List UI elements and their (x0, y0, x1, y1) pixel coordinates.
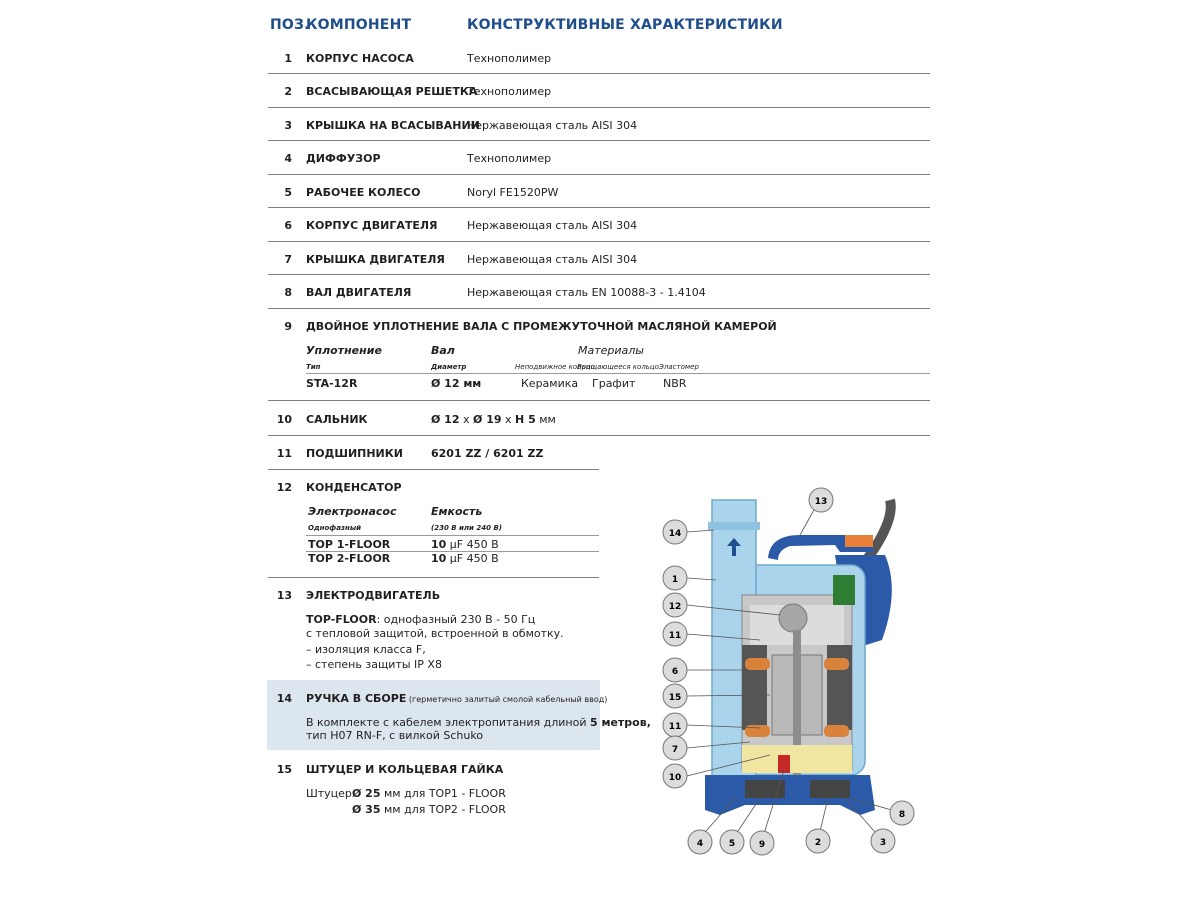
callout-8 (890, 801, 914, 825)
svg-text:9: 9 (758, 840, 766, 850)
svg-text:14: 14 (668, 529, 682, 539)
winding (824, 725, 849, 737)
divider (268, 174, 930, 175)
callout-3 (871, 829, 895, 853)
row-value: Технополимер (467, 85, 552, 98)
divider (268, 577, 599, 578)
row-name: ПОДШИПНИКИ (306, 447, 403, 460)
pipe-nut (708, 522, 760, 530)
diameter-subheader: Диаметр (431, 363, 467, 371)
row-number: 6 (284, 219, 292, 232)
row-value: Технополимер (467, 52, 552, 65)
pump-cutaway-diagram (650, 480, 930, 860)
row-number: 15 (276, 763, 292, 776)
svg-text:7: 7 (671, 745, 679, 755)
elastomer-subheader: Эластомер (659, 363, 699, 371)
svg-text:15: 15 (668, 693, 682, 703)
type-subheader: Тип (306, 363, 321, 371)
callout-7 (663, 736, 687, 760)
seal-column-header: Уплотнение (306, 344, 382, 357)
svg-text:4: 4 (696, 839, 704, 849)
row-number: 1 (284, 52, 292, 65)
row-value: Нержавеющая сталь AISI 304 (467, 219, 638, 232)
cable-gland (845, 535, 873, 547)
header-component: КОМПОНЕНТ (306, 17, 412, 33)
model-name: TOP 2-FLOOR (308, 552, 391, 565)
winding (824, 658, 849, 670)
callout-5 (720, 830, 744, 854)
row-number: 14 (276, 692, 292, 705)
svg-text:8: 8 (898, 810, 906, 820)
pump-column-header: Электронасос (308, 505, 397, 518)
shaft-column-header: Вал (431, 344, 455, 357)
fixed-ring-subheader: Неподвижное кольцо (515, 363, 595, 371)
callout-12 (663, 593, 687, 617)
callout-6 (663, 658, 687, 682)
capacitor-capacity: 10 µF 450 В (431, 552, 499, 565)
row-value: Нержавеющая сталь AISI 304 (467, 119, 638, 132)
divider (268, 207, 930, 208)
row-number: 11 (276, 447, 292, 460)
svg-text:2: 2 (814, 838, 822, 848)
header-pos: ПОЗ. (270, 17, 310, 33)
seal-type-value: STA-12R (306, 377, 358, 390)
subtable-divider (306, 373, 930, 374)
svg-text:11: 11 (668, 722, 682, 732)
bearings-value: 6201 ZZ / 6201 ZZ (431, 447, 544, 460)
row-name: КРЫШКА НА ВСАСЫВАНИИ (306, 119, 480, 132)
divider (268, 73, 930, 74)
divider (268, 435, 930, 436)
row-name: КОРПУС ДВИГАТЕЛЯ (306, 219, 438, 232)
capacitor-capacity: 10 µF 450 В (431, 538, 499, 551)
fitting-size-2: Ø 35 мм для TOP2 - FLOOR (352, 803, 506, 816)
row-value: Нержавеющая сталь EN 10088-3 - 1.4104 (467, 286, 706, 299)
row-value: Нержавеющая сталь AISI 304 (467, 253, 638, 266)
row-name: КОНДЕНСАТОР (306, 481, 402, 494)
suction-grid (810, 780, 850, 798)
winding (745, 725, 770, 737)
protection-bullet: – степень защиты IP X8 (306, 658, 442, 671)
row-number: 8 (284, 286, 292, 299)
svg-text:11: 11 (668, 631, 682, 641)
callout-9 (750, 831, 774, 855)
capacity-column-header: Емкость (431, 505, 483, 518)
divider (268, 140, 930, 141)
svg-text:3: 3 (879, 838, 887, 848)
motor-description: TOP-FLOOR: однофазный 230 В - 50 Гц (306, 613, 536, 626)
row-name: ЭЛЕКТРОДВИГАТЕЛЬ (306, 589, 441, 602)
stator-left (742, 645, 767, 730)
svg-text:6: 6 (671, 667, 679, 677)
row-value: Noryl FE1520PW (467, 186, 559, 199)
row-name: РУЧКА В СБОРЕ (герметично залитый смолой кабельный ввод) (306, 692, 608, 705)
divider (268, 469, 599, 470)
capacitor (779, 604, 807, 632)
row-name: ВАЛ ДВИГАТЕЛЯ (306, 286, 412, 299)
subtable-divider (306, 535, 599, 536)
row-name: КРЫШКА ДВИГАТЕЛЯ (306, 253, 445, 266)
insulation-bullet: – изоляция класса F, (306, 643, 426, 656)
rotating-ring-subheader: Вращающееся кольцо (577, 363, 659, 371)
row-name: ВСАСЫВАЮЩАЯ РЕШЕТКА (306, 85, 478, 98)
callout-11-bottom (663, 713, 687, 737)
svg-text:12: 12 (668, 602, 682, 612)
row-number: 13 (276, 589, 292, 602)
divider (268, 107, 930, 108)
svg-text:13: 13 (814, 497, 828, 507)
callout-15 (663, 520, 687, 544)
callout-11-top (663, 622, 687, 646)
callout-14 (809, 488, 833, 512)
row-name: КОРПУС НАСОСА (306, 52, 414, 65)
row-number: 9 (284, 320, 292, 333)
row-number: 5 (284, 186, 292, 199)
row-name: САЛЬНИК (306, 413, 368, 426)
row-number: 10 (276, 413, 292, 426)
divider (268, 241, 930, 242)
row-number: 7 (284, 253, 292, 266)
svg-text:1: 1 (671, 575, 679, 585)
materials-column-header: Материалы (578, 344, 644, 357)
fitting-label: Штуцер (306, 787, 352, 800)
stator-right (827, 645, 852, 730)
row-name: ДВОЙНОЕ УПЛОТНЕНИЕ ВАЛА С ПРОМЕЖУТОЧНОЙ МАСЛЯНОЙ КАМЕРОЙ (306, 320, 777, 333)
winding (745, 658, 770, 670)
rotating-ring-value: Графит (592, 377, 636, 390)
callout-2 (806, 829, 830, 853)
row-number: 3 (284, 119, 292, 132)
fitting-size-1: Ø 25 мм для TOP1 - FLOOR (352, 787, 506, 800)
row-name: ШТУЦЕР И КОЛЬЦЕВАЯ ГАЙКА (306, 763, 504, 776)
cable-description: В комплекте с кабелем электропитания длиной 5 метров, (306, 716, 651, 729)
motor-description-line2: с тепловой защитой, встроенной в обмотку. (306, 627, 564, 640)
callout-10 (663, 764, 687, 788)
impeller (745, 780, 785, 798)
shaft-diameter-value: Ø 12 мм (431, 377, 482, 390)
row-number: 12 (276, 481, 292, 494)
row-number: 2 (284, 85, 292, 98)
divider (268, 400, 930, 401)
cable-type: тип H07 RN-F, с вилкой Schuko (306, 729, 484, 742)
voltage-subheader: (230 В или 240 В) (431, 524, 502, 532)
elastomer-value: NBR (663, 377, 687, 390)
oil-chamber (742, 745, 852, 773)
callout-1 (663, 566, 687, 590)
header-characteristics: КОНСТРУКТИВНЫЕ ХАРАКТЕРИСТИКИ (467, 17, 783, 33)
callout-4 (688, 830, 712, 854)
fixed-ring-value: Керамика (521, 377, 579, 390)
row-value: Технополимер (467, 152, 552, 165)
row-number: 4 (284, 152, 292, 165)
terminal-block (833, 575, 855, 605)
gland-dimensions: Ø 12 x Ø 19 x H 5 мм (431, 413, 556, 426)
divider (268, 308, 930, 309)
callout-13 (663, 684, 687, 708)
svg-text:10: 10 (668, 773, 682, 783)
model-name: TOP 1-FLOOR (308, 538, 391, 551)
svg-text:5: 5 (728, 839, 736, 849)
row-name: ДИФФУЗОР (306, 152, 381, 165)
phase-subheader: Однофазный (308, 524, 362, 532)
row-name: РАБОЧЕЕ КОЛЕСО (306, 186, 421, 199)
divider (268, 274, 930, 275)
